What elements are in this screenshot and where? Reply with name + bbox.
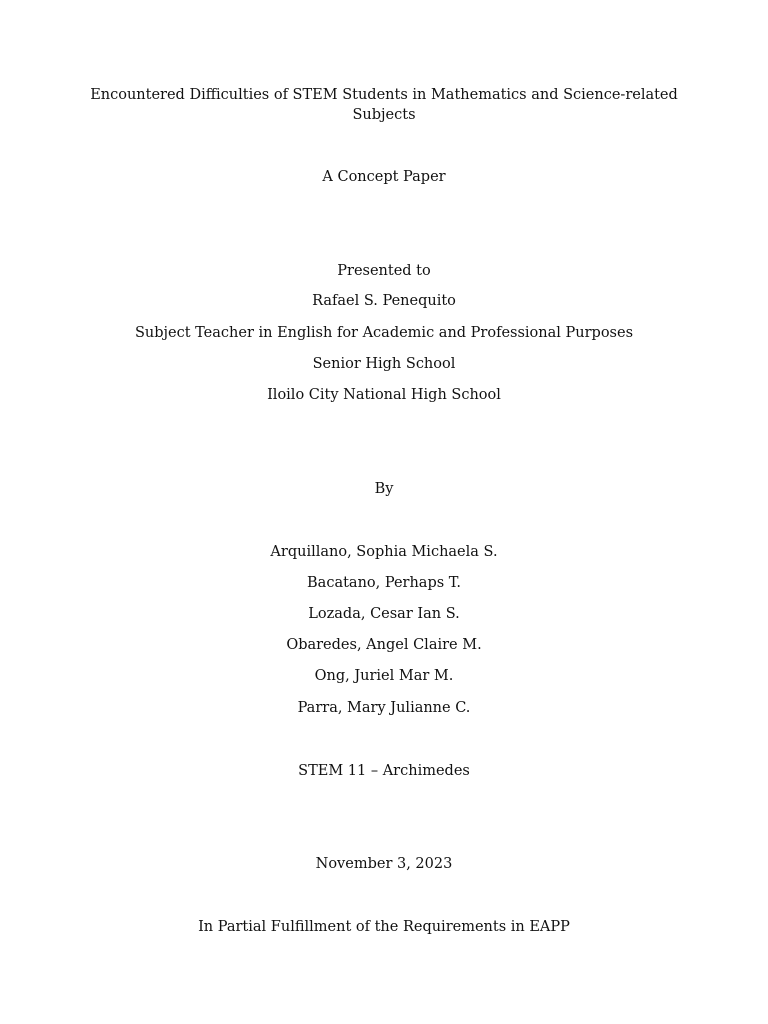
department: Senior High School [312,356,456,372]
author-5: Ong, Juriel Mar M. [314,668,454,684]
submission-date: November 3, 2023 [315,856,453,872]
author-1: Arquillano, Sophia Michaela S. [270,544,498,560]
paper-title: Encountered Difficulties of STEM Students in Mathematics and Science-related Subjects [90,87,678,123]
fulfillment-statement: In Partial Fulfillment of the Requirements in EAPP [198,919,570,935]
teacher-role: Subject Teacher in English for Academic and Professional Purposes [134,325,634,341]
author-6: Parra, Mary Julianne C. [297,700,471,716]
author-2: Bacatano, Perhaps T. [307,575,461,591]
presented-to-label: Presented to [337,263,431,279]
by-label: By [374,481,394,497]
paper-subtitle: A Concept Paper [322,169,446,185]
school-name: Iloilo City National High School [267,387,501,403]
author-3: Lozada, Cesar Ian S. [308,606,460,622]
teacher-name: Rafael S. Penequito [312,293,456,309]
author-4: Obaredes, Angel Claire M. [286,637,482,653]
section-name: STEM 11 – Archimedes [298,763,470,779]
